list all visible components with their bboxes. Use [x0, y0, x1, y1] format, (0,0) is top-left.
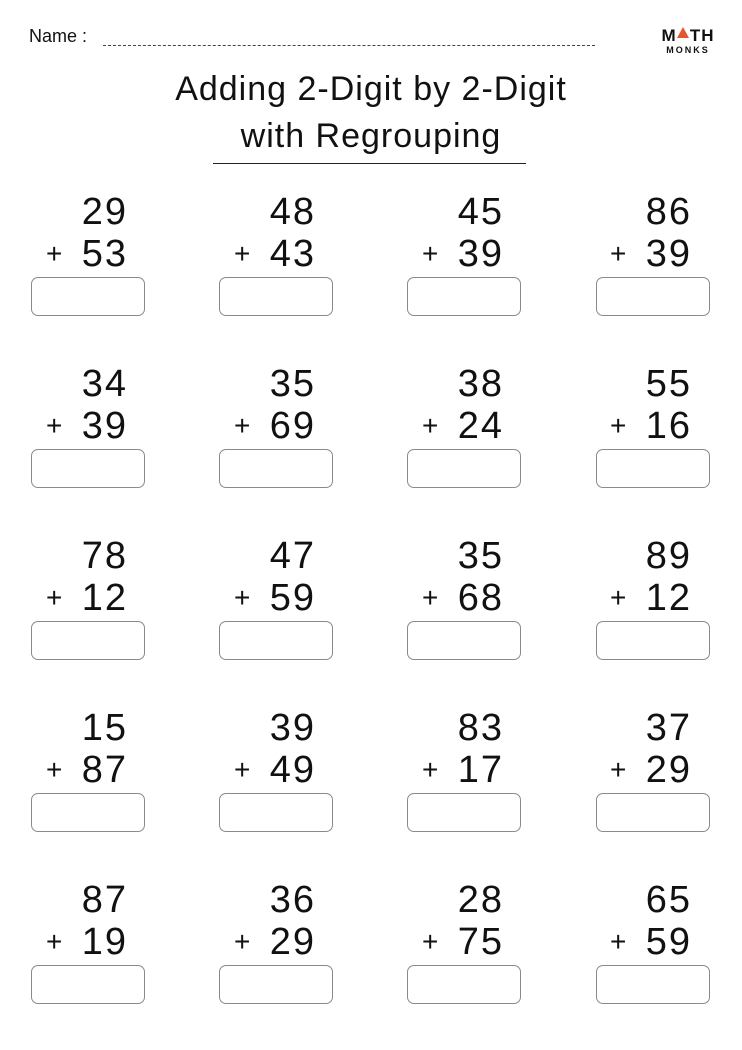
bottom-addend: 39: [645, 233, 692, 275]
addition-problem: [186, 880, 316, 1010]
plus-sign: +: [46, 410, 63, 441]
bottom-addend: 19: [81, 921, 128, 963]
logo-letter-m: M: [661, 26, 677, 45]
plus-sign: +: [234, 754, 251, 785]
plus-sign: +: [234, 926, 251, 957]
answer-box[interactable]: [31, 965, 145, 1004]
addition-problem: [186, 364, 316, 494]
answer-box[interactable]: [219, 277, 333, 316]
top-addend: 83: [457, 707, 504, 749]
addition-problem: [562, 364, 692, 494]
addition-problem: [374, 192, 504, 322]
plus-sign: +: [610, 582, 627, 613]
answer-box[interactable]: [31, 449, 145, 488]
top-addend: 35: [457, 535, 504, 577]
plus-sign: +: [234, 410, 251, 441]
plus-sign: +: [610, 410, 627, 441]
addition-problem: [562, 536, 692, 666]
plus-sign: +: [46, 926, 63, 957]
answer-box[interactable]: [407, 621, 521, 660]
plus-sign: +: [610, 754, 627, 785]
top-addend: 28: [457, 879, 504, 921]
bottom-addend: 17: [457, 749, 504, 791]
addition-problem: [186, 536, 316, 666]
plus-sign: +: [422, 582, 439, 613]
answer-box[interactable]: [407, 449, 521, 488]
answer-box[interactable]: [219, 449, 333, 488]
answer-box[interactable]: [596, 793, 710, 832]
addition-problem: [186, 708, 316, 838]
top-addend: 87: [81, 879, 128, 921]
addition-problem: [562, 192, 692, 322]
addition-problem: [374, 880, 504, 1010]
bottom-addend: 16: [645, 405, 692, 447]
addition-problem: [0, 536, 128, 666]
name-label: Name :: [29, 26, 88, 46]
bottom-addend: 43: [269, 233, 316, 275]
top-addend: 37: [645, 707, 692, 749]
top-addend: 86: [645, 191, 692, 233]
answer-box[interactable]: [31, 793, 145, 832]
answer-box[interactable]: [219, 965, 333, 1004]
plus-sign: +: [234, 582, 251, 613]
addition-problem: [374, 536, 504, 666]
addition-problem: [562, 708, 692, 838]
bottom-addend: 12: [645, 577, 692, 619]
top-addend: 78: [81, 535, 128, 577]
bottom-addend: 69: [269, 405, 316, 447]
plus-sign: +: [46, 582, 63, 613]
answer-box[interactable]: [219, 793, 333, 832]
top-addend: 47: [269, 535, 316, 577]
bottom-addend: 49: [269, 749, 316, 791]
bottom-addend: 24: [457, 405, 504, 447]
bottom-addend: 39: [81, 405, 128, 447]
worksheet-title-line2: with Regrouping: [240, 117, 502, 155]
answer-box[interactable]: [407, 965, 521, 1004]
addition-problem: [0, 708, 128, 838]
logo-letters-th: TH: [689, 26, 715, 45]
bottom-addend: 12: [81, 577, 128, 619]
plus-sign: +: [422, 754, 439, 785]
bottom-addend: 59: [269, 577, 316, 619]
bottom-addend: 68: [457, 577, 504, 619]
top-addend: 89: [645, 535, 692, 577]
plus-sign: +: [422, 926, 439, 957]
answer-box[interactable]: [596, 277, 710, 316]
top-addend: 39: [269, 707, 316, 749]
top-addend: 35: [269, 363, 316, 405]
addition-problem: [562, 880, 692, 1010]
bottom-addend: 75: [457, 921, 504, 963]
top-addend: 65: [645, 879, 692, 921]
plus-sign: +: [46, 754, 63, 785]
addition-problem: [0, 880, 128, 1010]
plus-sign: +: [422, 410, 439, 441]
top-addend: 48: [269, 191, 316, 233]
top-addend: 38: [457, 363, 504, 405]
top-addend: 34: [81, 363, 128, 405]
answer-box[interactable]: [596, 449, 710, 488]
top-addend: 55: [645, 363, 692, 405]
bottom-addend: 29: [645, 749, 692, 791]
answer-box[interactable]: [31, 621, 145, 660]
answer-box[interactable]: [219, 621, 333, 660]
plus-sign: +: [46, 238, 63, 269]
answer-box[interactable]: [407, 793, 521, 832]
answer-box[interactable]: [596, 621, 710, 660]
bottom-addend: 39: [457, 233, 504, 275]
answer-box[interactable]: [596, 965, 710, 1004]
bottom-addend: 53: [81, 233, 128, 275]
addition-problem: [374, 364, 504, 494]
answer-box[interactable]: [407, 277, 521, 316]
bottom-addend: 59: [645, 921, 692, 963]
plus-sign: +: [610, 926, 627, 957]
plus-sign: +: [422, 238, 439, 269]
addition-problem: [374, 708, 504, 838]
addition-problem: [186, 192, 316, 322]
logo-subtext: MONKS: [666, 45, 710, 55]
top-addend: 45: [457, 191, 504, 233]
bottom-addend: 29: [269, 921, 316, 963]
plus-sign: +: [610, 238, 627, 269]
addition-problem: [0, 192, 128, 322]
top-addend: 29: [81, 191, 128, 233]
worksheet-title-line1: Adding 2-Digit by 2-Digit: [175, 70, 567, 108]
addition-problem: [0, 364, 128, 494]
answer-box[interactable]: [31, 277, 145, 316]
plus-sign: +: [234, 238, 251, 269]
top-addend: 36: [269, 879, 316, 921]
top-addend: 15: [81, 707, 128, 749]
bottom-addend: 87: [81, 749, 128, 791]
